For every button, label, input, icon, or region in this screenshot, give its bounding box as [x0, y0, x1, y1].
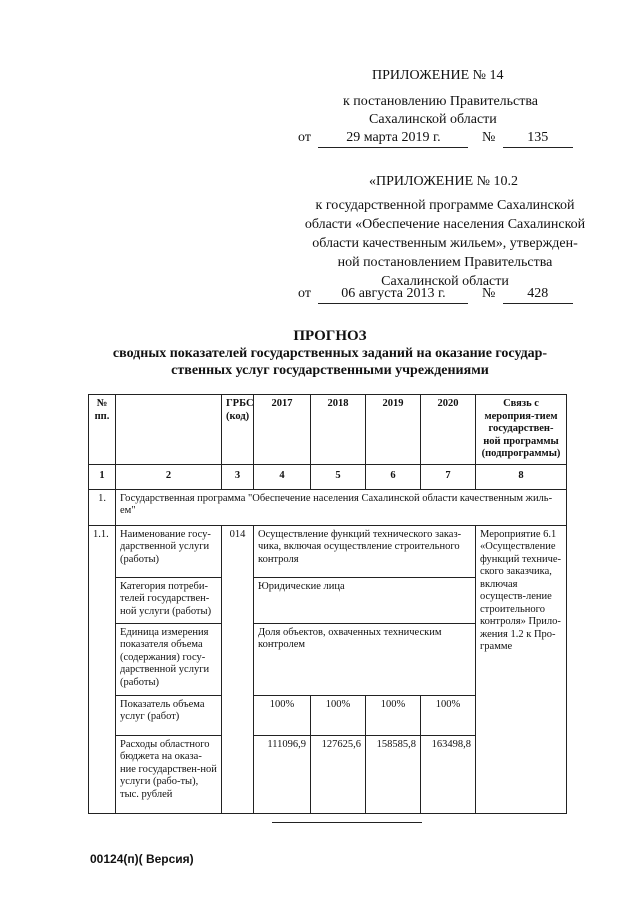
value-cell: 111096,9	[254, 735, 311, 813]
col-number: 4	[254, 464, 311, 489]
value-cell: 100%	[366, 695, 421, 735]
appendix-10-2-title: «ПРИЛОЖЕНИЕ № 10.2	[369, 174, 518, 189]
header1-line2: Сахалинской области	[369, 112, 497, 127]
header1-line1: к постановлению Правительства	[343, 94, 539, 109]
header2-date-line	[298, 284, 598, 304]
forecast-table	[88, 394, 567, 814]
header-cell: 2017	[254, 395, 311, 465]
header2-line: ной постановлением Правительства	[337, 255, 553, 270]
header2-line: области «Обеспечение населения Сахалинской	[304, 217, 586, 232]
value-cell: 100%	[254, 695, 311, 735]
number-label: №	[481, 130, 496, 145]
header2-line: к государственной программе Сахалинской	[315, 198, 575, 213]
footer-code: 00124(п)( Версия)	[90, 852, 194, 866]
col-number: 2	[116, 464, 222, 489]
program-row-text: Государственная программа "Обеспечение населения Сахалинской области качественным жиль-ем"	[116, 489, 567, 525]
row-value: Осуществление функций технического заказ-чика, включая осуществление строительного контроля	[254, 525, 476, 577]
header2-body	[285, 196, 605, 291]
value-cell: 158585,8	[366, 735, 421, 813]
header1-date: 29 марта 2019 г.	[318, 128, 468, 148]
row-value: Юридические лица	[254, 577, 476, 623]
header2-date: 06 августа 2013 г.	[318, 284, 468, 304]
header2-number: 428	[503, 284, 573, 304]
program-row-number: 1.	[89, 489, 116, 525]
doc-subtitle-1: сводных показателей государственных заданий на оказание государ-	[112, 346, 548, 361]
col-number: 6	[366, 464, 421, 489]
header-cell: Связь с мероприя-тием государствен-ной программы (подпрограммы)	[476, 395, 567, 465]
header-cell	[116, 395, 222, 465]
value-cell: 100%	[311, 695, 366, 735]
header-cell: ГРБС (код)	[222, 395, 254, 465]
row-label: Расходы областного бюджета на оказа-ние государствен-ной услуги (рабо-ты), тыс. рублей	[116, 735, 222, 813]
col-number: 7	[421, 464, 476, 489]
header1-number: 135	[503, 128, 573, 148]
header-cell: № пп.	[89, 395, 116, 465]
row-label: Категория потреби-телей государствен-ной услуги (работы)	[116, 577, 222, 623]
header-cell: 2019	[366, 395, 421, 465]
doc-title: ПРОГНОЗ	[293, 328, 367, 344]
doc-subtitle-2: ственных услуг государственными учреждениями	[171, 363, 489, 378]
separator-line	[272, 822, 422, 823]
header2-line: Сахалинской области	[381, 274, 509, 289]
col-number: 8	[476, 464, 567, 489]
row-label: Единица измерения показателя объема (содержания) госу-дарственной услуги (работы)	[116, 623, 222, 695]
row-label: Показатель объема услуг (работ)	[116, 695, 222, 735]
appendix-14-title: ПРИЛОЖЕНИЕ № 14	[372, 68, 504, 83]
value-cell: 163498,8	[421, 735, 476, 813]
col-number: 3	[222, 464, 254, 489]
header2-line: области качественным жильем», утвержден-	[312, 236, 578, 251]
empty-cell	[476, 735, 567, 813]
value-cell: 100%	[421, 695, 476, 735]
from-label: от	[298, 286, 311, 301]
row-label: Наименование госу-дарственной услуги (работы)	[116, 525, 222, 577]
header-cell: 2020	[421, 395, 476, 465]
program-link: Мероприятие 6.1 «Осуществление функций техниче-ского заказчика, включая осуществ-ление строительного контроля» Прило-жения 1.2 к Про-грамме	[476, 525, 567, 695]
empty-cell	[476, 695, 567, 735]
header-cell: 2018	[311, 395, 366, 465]
sub-row-number: 1.1.	[89, 525, 116, 813]
col-number: 1	[89, 464, 116, 489]
value-cell: 127625,6	[311, 735, 366, 813]
number-label: №	[481, 286, 496, 301]
from-label: от	[298, 130, 311, 145]
header1-date-line	[298, 128, 598, 148]
col-number: 5	[311, 464, 366, 489]
grbs-code: 014	[222, 525, 254, 813]
row-value: Доля объектов, охваченных техническим контролем	[254, 623, 476, 695]
